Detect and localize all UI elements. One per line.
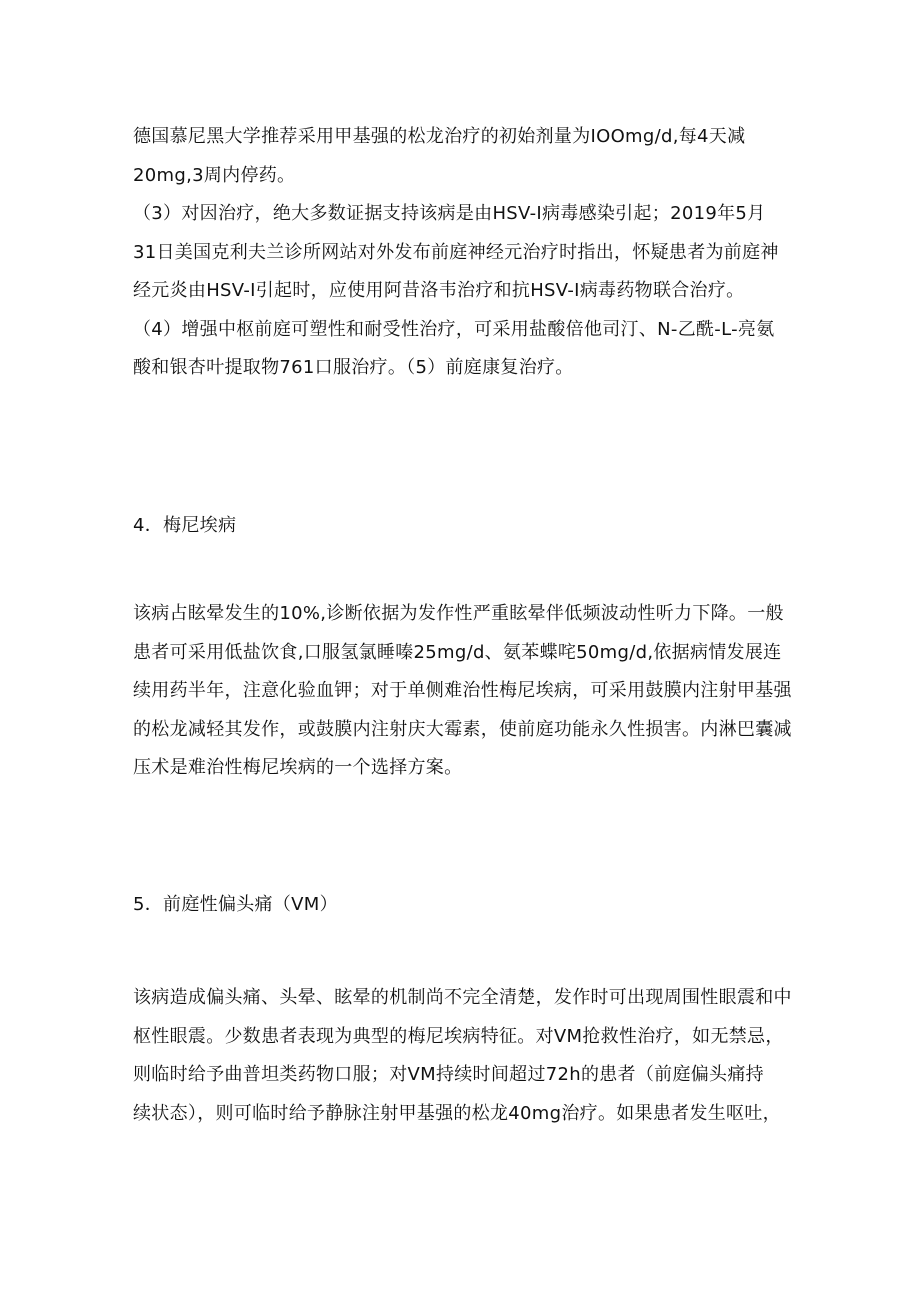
- section-heading-menieres: 4．梅尼埃病: [133, 515, 237, 536]
- paragraph-line: 31日美国克利夫兰诊所网站对外发布前庭神经元治疗时指出，怀疑患者为前庭神: [133, 241, 779, 263]
- section-heading-vestibular-migraine: 5．前庭性偏头痛（VM）: [133, 894, 338, 915]
- paragraph-line: （4）增强中枢前庭可塑性和耐受性治疗，可采用盐酸倍他司汀、N-乙酰-L-亮氨: [133, 318, 775, 340]
- paragraph-line: 德国慕尼黑大学推荐采用甲基强的松龙治疗的初始剂量为IOOmg/d,每4天减: [133, 126, 746, 147]
- paragraph-line: 枢性眼震。少数患者表现为典型的梅尼埃病特征。对VM抢救性治疗，如无禁忌，: [133, 1025, 784, 1047]
- paragraph-line: 的松龙减轻其发作，或鼓膜内注射庆大霉素，使前庭功能永久性损害。内淋巴囊减: [133, 718, 792, 740]
- paragraph-line: 则临时给予曲普坦类药物口服；对VM持续时间超过72h的患者（前庭偏头痛持: [133, 1064, 764, 1085]
- paragraph-line: 20mg,3周内停药。: [133, 164, 296, 186]
- paragraph-line: 压术是难治性梅尼埃病的一个选择方案。: [133, 757, 463, 778]
- intro-paragraph: [133, 118, 798, 388]
- paragraph-line: 续状态），则可临时给予静脉注射甲基强的松龙40mg治疗。如果患者发生呕吐，: [133, 1102, 781, 1124]
- vestibular-migraine-paragraph: [133, 979, 798, 1133]
- paragraph-line: 该病占眩晕发生的10%,诊断依据为发作性严重眩晕伴低频波动性听力下降。一般: [133, 603, 784, 624]
- paragraph-line: （3）对因治疗，绝大多数证据支持该病是由HSV-I病毒感染引起；2019年5月: [133, 203, 766, 224]
- paragraph-line: 续用药半年，注意化验血钾；对于单侧难治性梅尼埃病，可采用鼓膜内注射甲基强: [133, 680, 792, 701]
- paragraph-line: 酸和银杏叶提取物761口服治疗。（5）前庭康复治疗。: [133, 357, 574, 378]
- paragraph-line: 经元炎由HSV-I引起时，应使用阿昔洛韦治疗和抗HSV-I病毒药物联合治疗。: [133, 280, 745, 301]
- menieres-paragraph: [133, 595, 798, 788]
- paragraph-line: 患者可采用低盐饮食,口服氢氯睡嗪25mg/d、氨苯蝶咤50mg/d,依据病情发展连: [133, 641, 782, 663]
- paragraph-line: 该病造成偏头痛、头晕、眩晕的机制尚不完全清楚，发作时可出现周围性眼震和中: [133, 987, 792, 1008]
